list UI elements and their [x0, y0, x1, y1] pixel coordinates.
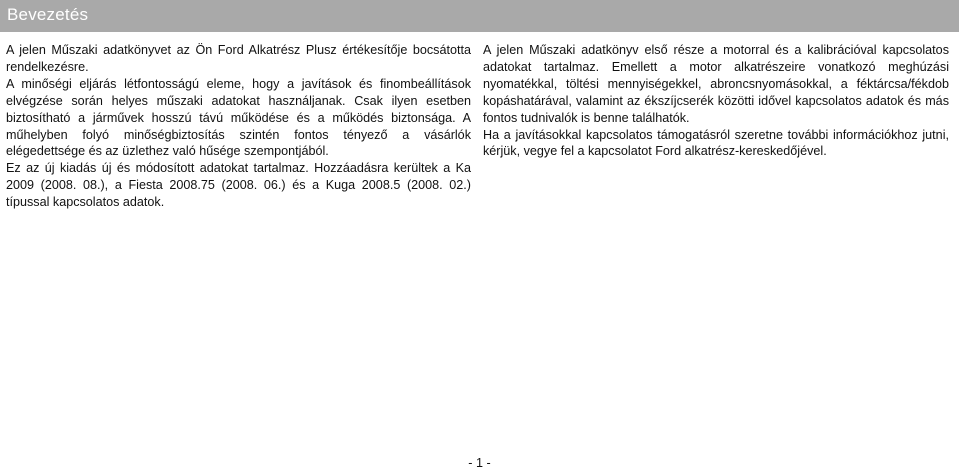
page-number: - 1 - — [468, 456, 491, 470]
section-header-bar — [0, 0, 959, 32]
right-text-column — [483, 42, 949, 160]
left-paragraph-3: Ez az új kiadás új és módosított adatokat tartalmaz. Hozzáadásra kerültek a Ka 2009 (2008. 08.), a Fiesta 2008.75 (2008. 06.) és a Kuga 2008.5 (2008. 02.) típussal kapcsolatos adatok. — [6, 161, 471, 210]
section-title: Bevezetés — [7, 5, 89, 24]
left-paragraph-2: A minőségi eljárás létfontosságú eleme, hogy a javítások és finombeállítások elvégzése során helyes műszaki adatokat használjanak. Csak ilyen esetben biztosítható a járművek hosszú távú működése és a működés biztonsága. A műhelyben folyó minőségbiztosítás szintén fontos tényező a vásárlók elégedettsége és az üzlethez való hűsége szempontjából. — [6, 76, 471, 159]
left-paragraph-1: A jelen Műszaki adatkönyvet az Ön Ford Alkatrész Plusz értékesítője bocsátotta rendelkezésre. — [6, 43, 471, 74]
left-text-column — [6, 42, 471, 211]
right-paragraph-1: A jelen Műszaki adatkönyv első része a motorral és a kalibrációval kapcsolatos adatokat tartalmaz. Emellett a motor alkatrészeire vonatkozó meghúzási nyomatékkal, töltési mennyiségekkel, abroncsnyomásokkal, a féktárcsa/fékdob kopáshatárával, valamint az ékszíjcserék közötti idővel kapcsolatos adatok és más fontos tudnivalók is benne találhatók. — [483, 43, 949, 125]
right-paragraph-2: Ha a javításokkal kapcsolatos támogatásról szeretne további információkhoz jutni, kérjük, vegye fel a kapcsolatot Ford alkatrész-kereskedőjével. — [483, 127, 949, 159]
